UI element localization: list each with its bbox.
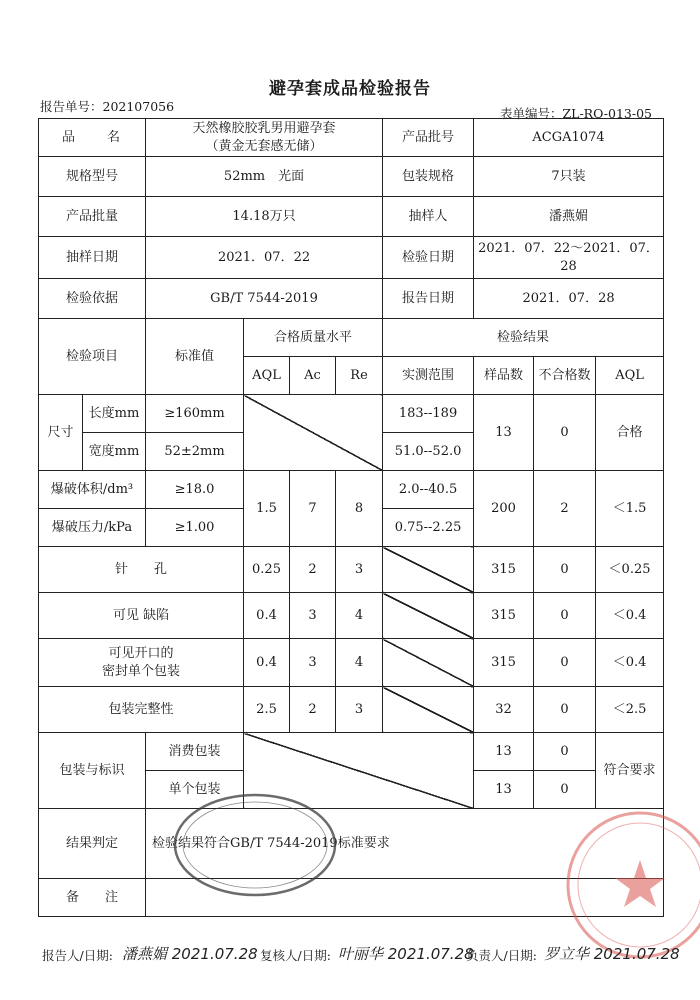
pack-conclusion: 符合要求 (596, 733, 664, 809)
sample-date-label: 抽样日期 (39, 237, 146, 279)
consumer-samples: 13 (474, 733, 534, 771)
pinhole-re: 3 (336, 547, 383, 593)
seal-ac: 3 (290, 639, 336, 687)
quantity-label: 产品批量 (39, 197, 146, 237)
seal-label (39, 639, 244, 687)
seal-nonconform: 0 (534, 639, 596, 687)
verdict-label: 结果判定 (39, 809, 146, 879)
burst-samples: 200 (474, 471, 534, 547)
sampler-label: 抽样人 (383, 197, 474, 237)
table-row (39, 197, 664, 237)
seal-label-line2: 密封单个包装 (102, 663, 181, 679)
unit-pack-label: 单个包装 (146, 771, 244, 809)
product-name-value (146, 119, 383, 157)
integrity-re: 3 (336, 687, 383, 733)
header-item: 检验项目 (39, 319, 146, 395)
reporter-signature: 潘燕媚 2021.07.28 (122, 945, 258, 963)
report-number: 报告单号：202107056 (40, 99, 175, 114)
size-label: 尺寸 (39, 395, 83, 471)
seal-result: ＜0.4 (596, 639, 664, 687)
batch-value: ACGA1074 (474, 119, 664, 157)
form-number: 表单编号：ZL-RO-013-05 (499, 106, 652, 121)
product-name-line2: （黄金无套感无储） (205, 138, 323, 154)
header-re: Re (336, 357, 383, 395)
defect-samples: 315 (474, 593, 534, 639)
defect-result: ＜0.4 (596, 593, 664, 639)
burst-re: 8 (336, 471, 383, 547)
table-row (39, 157, 664, 197)
header-sample-qty: 样品数 (474, 357, 534, 395)
packlabel-label: 包装与标识 (39, 733, 146, 809)
header-result: 检验结果 (383, 319, 664, 357)
product-name-line1: 天然橡胶胶乳男用避孕套 (192, 120, 336, 136)
integrity-ac: 2 (290, 687, 336, 733)
pinhole-result: ＜0.25 (596, 547, 664, 593)
header-aql: AQL (244, 357, 290, 395)
burst-volume-range: 2.0--40.5 (383, 471, 474, 509)
table-row (39, 547, 664, 593)
verdict-value: 检验结果符合GB/T 7544-2019标准要求 (146, 809, 664, 879)
table-row (39, 237, 664, 279)
burst-volume-standard: ≥18.0 (146, 471, 244, 509)
header-standard: 标准值 (146, 319, 244, 395)
product-name-label: 品 名 (39, 119, 146, 157)
burst-ac: 7 (290, 471, 336, 547)
width-label: 宽度mm (83, 433, 146, 471)
batch-label: 产品批号 (383, 119, 474, 157)
burst-result: ＜1.5 (596, 471, 664, 547)
table-row (39, 593, 664, 639)
spec-value: 52mm 光面 (146, 157, 383, 197)
consumer-nonconform: 0 (534, 733, 596, 771)
burst-aql: 1.5 (244, 471, 290, 547)
header-nonconform: 不合格数 (534, 357, 596, 395)
table-row (39, 395, 664, 433)
defect-label: 可见 缺陷 (39, 593, 244, 639)
pinhole-aql: 0.25 (244, 547, 290, 593)
size-samples: 13 (474, 395, 534, 471)
diagonal-cell (383, 639, 474, 687)
burst-nonconform: 2 (534, 471, 596, 547)
integrity-label: 包装完整性 (39, 687, 244, 733)
burst-volume-label: 爆破体积/dm³ (39, 471, 146, 509)
diagonal-cell (244, 395, 383, 471)
table-row (39, 639, 664, 687)
spec-label: 规格型号 (39, 157, 146, 197)
seal-samples: 315 (474, 639, 534, 687)
table-row (39, 119, 664, 157)
manager-signature: 罗立华 2021.07.28 (544, 945, 680, 963)
integrity-nonconform: 0 (534, 687, 596, 733)
report-date-label: 报告日期 (383, 279, 474, 319)
header-quality-level: 合格质量水平 (244, 319, 383, 357)
integrity-result: ＜2.5 (596, 687, 664, 733)
package-value: 7只装 (474, 157, 664, 197)
inspect-date-label: 检验日期 (383, 237, 474, 279)
unit-nonconform: 0 (534, 771, 596, 809)
table-row (39, 733, 664, 771)
header-ac: Ac (290, 357, 336, 395)
width-standard: 52±2mm (146, 433, 244, 471)
table-row (39, 471, 664, 509)
defect-nonconform: 0 (534, 593, 596, 639)
defect-aql: 0.4 (244, 593, 290, 639)
report-date-value: 2021．07．28 (474, 279, 664, 319)
integrity-aql: 2.5 (244, 687, 290, 733)
sampler-value: 潘燕媚 (474, 197, 664, 237)
remark-label: 备 注 (39, 879, 146, 917)
integrity-samples: 32 (474, 687, 534, 733)
table-row (39, 279, 664, 319)
seal-aql: 0.4 (244, 639, 290, 687)
header-aql2: AQL (596, 357, 664, 395)
inspection-seal-stamp (170, 790, 340, 900)
size-result: 合格 (596, 395, 664, 471)
table-row (39, 687, 664, 733)
pinhole-ac: 2 (290, 547, 336, 593)
pinhole-label: 针 孔 (39, 547, 244, 593)
consumer-pack-label: 消费包装 (146, 733, 244, 771)
reporter-label: 报告人/日期: (42, 948, 113, 963)
unit-samples: 13 (474, 771, 534, 809)
defect-ac: 3 (290, 593, 336, 639)
report-title: 避孕套成品检验报告 (269, 79, 431, 99)
basis-value: GB/T 7544-2019 (146, 279, 383, 319)
burst-pressure-range: 0.75--2.25 (383, 509, 474, 547)
length-range: 183--189 (383, 395, 474, 433)
seal-label-line1: 可见开口的 (108, 645, 174, 661)
package-label: 包装规格 (383, 157, 474, 197)
table-header-row (39, 319, 664, 357)
basis-label: 检验依据 (39, 279, 146, 319)
defect-re: 4 (336, 593, 383, 639)
seal-re: 4 (336, 639, 383, 687)
quality-dept-stamp (545, 790, 700, 960)
diagonal-cell (383, 593, 474, 639)
burst-pressure-label: 爆破压力/kPa (39, 509, 146, 547)
inspect-date-value: 2021．07．22～2021．07．28 (474, 237, 664, 279)
length-standard: ≥160mm (146, 395, 244, 433)
burst-pressure-standard: ≥1.00 (146, 509, 244, 547)
reviewer-label: 复核人/日期: (260, 948, 331, 963)
diagonal-cell (383, 687, 474, 733)
header-range: 实测范围 (383, 357, 474, 395)
manager-label: 负责人/日期: (466, 948, 537, 963)
quantity-value: 14.18万只 (146, 197, 383, 237)
pinhole-nonconform: 0 (534, 547, 596, 593)
size-nonconform: 0 (534, 395, 596, 471)
sample-date-value: 2021．07．22 (146, 237, 383, 279)
width-range: 51.0--52.0 (383, 433, 474, 471)
diagonal-cell (383, 547, 474, 593)
length-label: 长度mm (83, 395, 146, 433)
pinhole-samples: 315 (474, 547, 534, 593)
reviewer-signature: 叶丽华 2021.07.28 (338, 945, 474, 963)
